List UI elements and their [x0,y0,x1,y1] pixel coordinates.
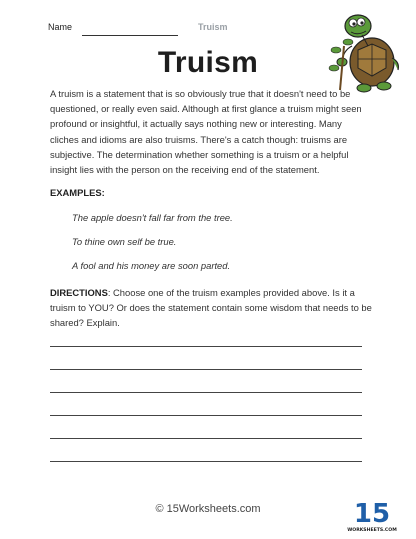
answer-line[interactable] [50,415,362,416]
header-topic: Truism [198,22,228,32]
example-item: A fool and his money are soon parted. [72,260,231,271]
page-title: Truism [157,46,259,79]
answer-line[interactable] [50,369,362,370]
logo-text: WORKSHEETS.COM [347,528,397,533]
directions-text: : Choose one of the truism examples provided above. Is it a truism to YOU? Or does the statement contain some wisdom that needs to be shared? Explain. [50,287,372,329]
directions-paragraph [50,285,372,331]
logo-number: 15 [353,499,391,529]
footer-copyright: © 15Worksheets.com [155,503,261,515]
worksheets-logo [347,494,397,534]
answer-line[interactable] [50,346,362,347]
directions-label: DIRECTIONS [50,287,108,298]
intro-paragraph: A truism is a statement that is so obviously true that it doesn't need to be questioned, or really even said. Although at first glance a truism might seen profound or insightful, it actually says nothing new or interesting. Many cliches and idioms are also truisms. There's a catch though: truisms are subjective. The determination whether something is a truism or a helpful insight lies with the person on the receiving end of the statement. [50,88,362,176]
answer-line[interactable] [50,438,362,439]
examples-heading: EXAMPLES: [50,187,105,198]
name-line [82,35,178,36]
answer-line[interactable] [50,392,362,393]
name-label: Name [48,22,73,32]
answer-line[interactable] [50,461,362,462]
example-item: To thine own self be true. [72,236,177,247]
example-item: The apple doesn't fall far from the tree. [72,212,233,223]
